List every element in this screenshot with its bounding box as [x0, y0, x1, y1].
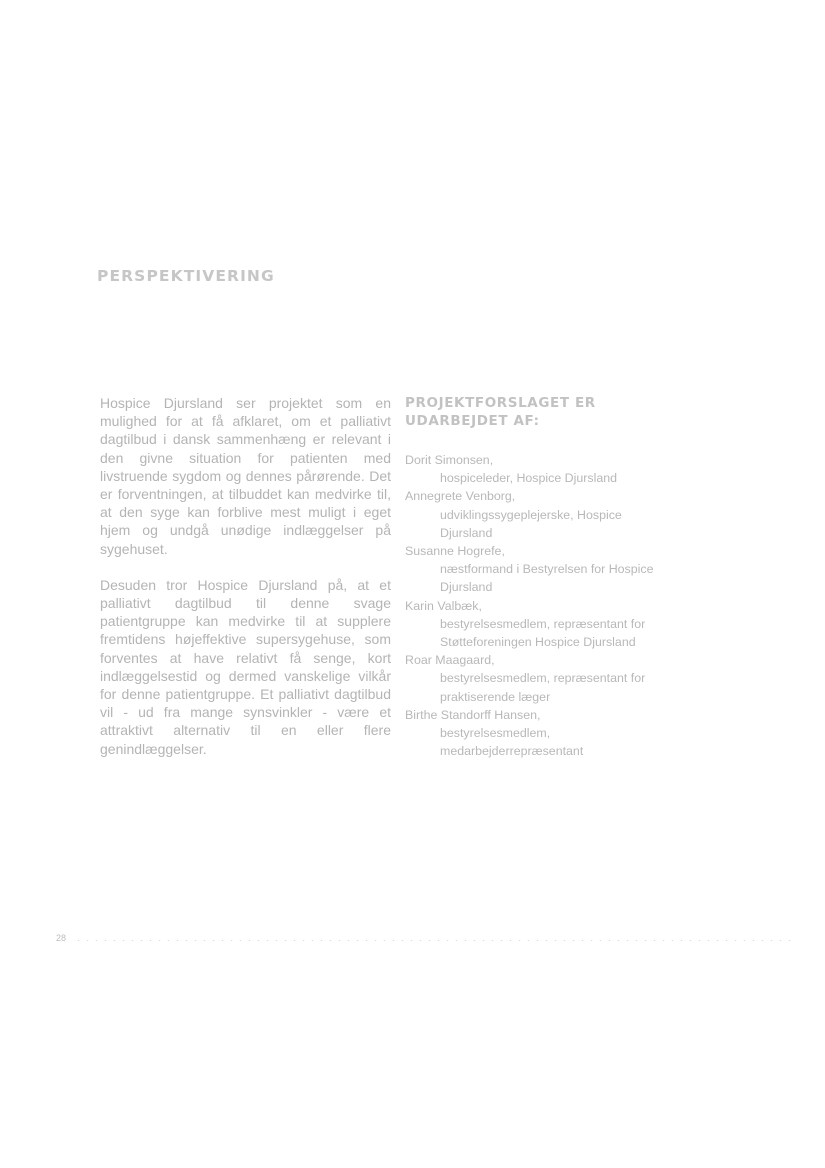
author-entry: [405, 542, 685, 597]
author-role: bestyrelsesmedlem, medarbejderrepræsentant: [440, 726, 584, 759]
body-text-column: [100, 394, 391, 776]
author-entry: [405, 597, 685, 652]
author-entry: [405, 706, 685, 761]
author-entry: [405, 651, 685, 706]
page-footer: [56, 933, 796, 947]
author-role: bestyrelsesmedlem, repræsentant for Støtteforeningen Hospice Djursland: [440, 616, 646, 650]
body-paragraph: Desuden tror Hospice Djursland på, at et palliativt dagtilbud til denne svage patientgruppe kan medvirke til at supplere fremtidens højeffektive supersygehuse, som forventes at have relativt få senge, kort indlæggelsestid og dermed vanskelige vilkår for denne patientgruppe. Et palliativt dagtilbud vil - ud fra mange synsvinkler - være et attraktivt alternativ til en eller flere genindlæggelser.: [100, 576, 391, 757]
body-paragraph: Hospice Djursland ser projektet som en mulighed for at få afklaret, om et palliativt dagtilbud i dansk sammenhæng er relevant i den givne situation for patienten med livstruende sygdom og dennes pårørende. Det er forventningen, at tilbuddet kan medvirke til, at den syge kan forblive mest muligt i eget hjem og undgå unødige indlæggelser på sygehuset.: [100, 395, 391, 557]
author-name: Susanne Hogrefe,: [405, 544, 505, 559]
author-name: Dorit Simonsen,: [405, 453, 494, 467]
author-name: Annegrete Venborg,: [405, 489, 516, 504]
author-role: udviklingssygeplejerske, Hospice Djursland: [440, 507, 622, 540]
author-name: Birthe Standorff Hansen,: [405, 707, 541, 722]
author-role: hospiceleder, Hospice Djursland: [440, 471, 618, 486]
author-role: næstformand i Bestyrelsen for Hospice Djursland: [440, 562, 654, 595]
footer-dotted-rule: [74, 940, 796, 941]
page-title: PERSPEKTIVERING: [97, 267, 275, 285]
author-entry: [405, 487, 685, 542]
page-number: 28: [56, 933, 67, 943]
author-role: bestyrelsesmedlem, repræsentant for praktiserende læger: [440, 671, 646, 704]
authors-heading: PROJEKTFORSLAGET ER UDARBEJDET AF:: [405, 395, 596, 429]
author-entry: [405, 451, 685, 487]
authors-column: [405, 394, 685, 760]
author-name: Roar Maagaard,: [405, 653, 495, 668]
author-name: Karin Valbæk,: [405, 598, 482, 613]
